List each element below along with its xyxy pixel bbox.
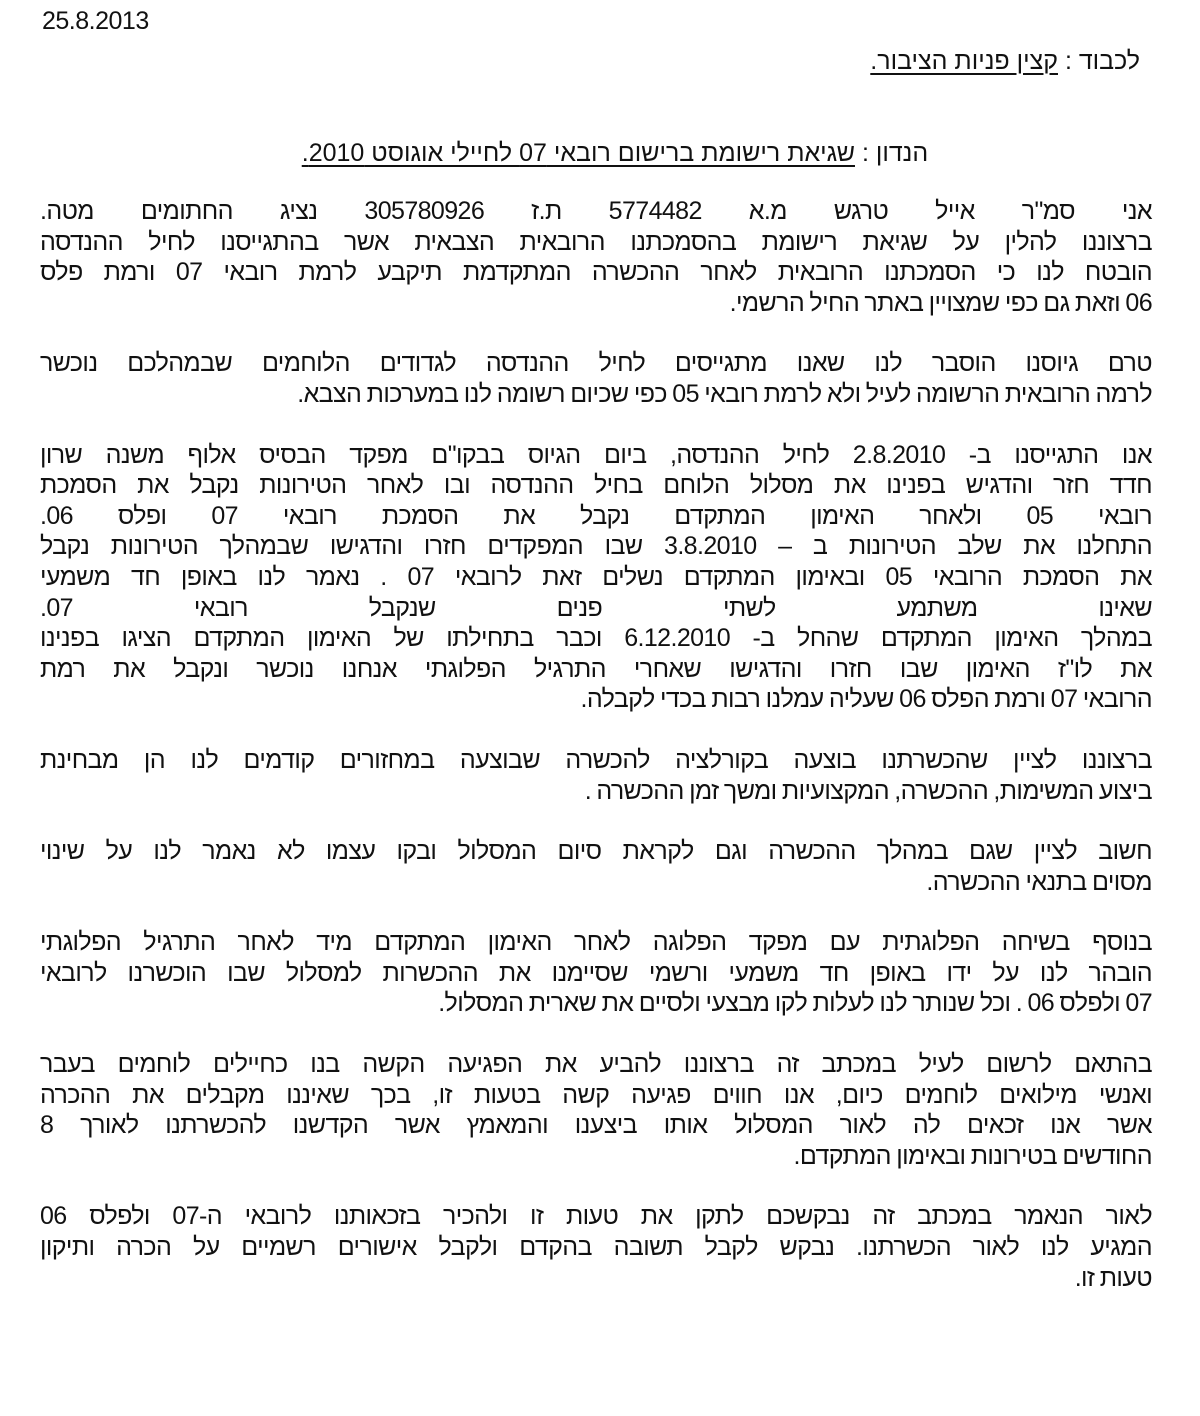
recipient-name: קצין פניות הציבור. <box>870 47 1058 75</box>
recipient-line <box>870 46 1140 76</box>
text-line: ביצוע המשימות, ההכשרה, המקצועיות ומשך זמן ההכשרה . <box>584 776 1152 805</box>
paragraph <box>40 745 1152 806</box>
paragraph-gap <box>40 410 1152 440</box>
paragraph <box>40 348 1152 409</box>
text-line: 06 וזאת גם כפי שמצויין באתר החיל הרשמי. <box>729 288 1152 317</box>
paragraph <box>40 836 1152 897</box>
text-line: הובטח לנו כי הסמכתנו הרובאית לאחר ההכשרה המתקדמת תיקבע לרמת רובאי 07 ורמת פלס <box>40 258 1152 287</box>
text-line: טרם גיוסנו הוסבר לנו שאנו מתגייסים לחיל ההנדסה לגדודים הלוחמים שבמהלכם נוכשר <box>40 349 1152 378</box>
recipient-label: לכבוד : <box>1064 47 1140 75</box>
subject-text: שגיאת רישומת ברישום רובאי 07 לחיילי אוגוסט 2010. <box>301 139 855 167</box>
text-line: בהתאם לרשום לעיל במכתב זה ברצוננו להביע את הפגיעה הקשה בנו כחיילים לוחמים בעבר <box>40 1050 1152 1079</box>
text-line: חשוב לציין שגם במהלך ההכשרה וגם לקראת סיום המסלול ובקו עצמו לא נאמר לנו על שינוי <box>40 837 1152 866</box>
subject-line <box>0 138 1200 168</box>
paragraph <box>40 196 1152 318</box>
paragraph-gap <box>40 1171 1152 1201</box>
text-line: ברצוננו לציין שהכשרתנו בוצעה בקורלציה להכשרה שבוצעה במחזורים קודמים לנו הן מבחינת <box>40 745 1152 774</box>
text-line: הרובאי 07 ורמת הפלס 06 שעליה עמלנו רבות בכדי לקבלה. <box>580 685 1152 714</box>
paragraph-gap <box>40 806 1152 836</box>
text-line: מסוים בתנאי ההכשרה. <box>926 867 1152 896</box>
paragraph <box>40 1049 1152 1171</box>
paragraph-gap <box>40 897 1152 927</box>
text-line: במהלך האימון המתקדם שהחל ב- 6.12.2010 וכבר בתחילתו של האימון המתקדם הציגו בפנינו <box>40 624 1152 653</box>
paragraph <box>40 1201 1152 1293</box>
text-line: ברצוננו להלין על שגיאת רישומת בהסמכתנו הרובאית הצבאית אשר בהתגייסנו לחיל ההנדסה <box>40 227 1152 256</box>
letter-body <box>40 196 1152 1293</box>
letter-date: 25.8.2013 <box>42 7 149 35</box>
text-line: אני סמ"ר אייל טרגש מ.א 5774482 ת.ז 305780926 נציג החתומים מטה. <box>40 197 1152 225</box>
subject-label: הנדון : <box>861 139 929 167</box>
text-line: שאינו משתמע לשתי פנים שנקבל רובאי 07. <box>40 593 1152 622</box>
paragraph-gap <box>40 1019 1152 1049</box>
paragraph <box>40 440 1152 715</box>
paragraph-gap <box>40 715 1152 745</box>
text-line: חדד חזר והדגיש בפנינו את מסלול הלוחם בחיל ההנדסה ובו לאחר הטירונות נקבל את הסמכת <box>40 471 1152 500</box>
text-line: 07 ולפלס 06 . וכל שנותר לנו לעלות לקו מבצעי ולסיים את שארית המסלול. <box>438 989 1152 1018</box>
text-line: המגיע לנו לאור הכשרתנו. נבקש לקבל תשובה בהקדם ולקבל אישורים רשמיים על הכרה ותיקון <box>40 1233 1152 1262</box>
paragraph <box>40 927 1152 1019</box>
text-line: ואנשי מילואים לוחמים כיום, אנו חווים פגיעה קשה בטעות זו, בכך שאיננו מקבלים את ההכרה <box>40 1080 1152 1109</box>
text-line: בנוסף בשיחה הפלוגתית עם מפקד הפלוגה לאחר האימון המתקדם מיד לאחר התרגיל הפלוגתי <box>40 928 1152 957</box>
paragraph-gap <box>40 318 1152 348</box>
text-line: את לו"ז האימון שבו חזרו והדגישו שאחרי התרגיל הפלוגתי אנחנו נוכשר ונקבל את רמת <box>40 654 1152 683</box>
text-line: הובהר לנו על ידו באופן חד משמעי ורשמי שסיימנו את ההכשרות למסלול שבו הוכשרנו לרובאי <box>40 958 1152 987</box>
text-line: התחלנו את שלב הטירונות ב – 3.8.2010 שבו המפקדים חזרו והדגישו שבמהלך הטירונות נקבל <box>40 532 1152 561</box>
text-line: טעות זו. <box>1074 1263 1152 1292</box>
text-line: את הסמכת הרובאי 05 ובאימון המתקדם נשלים זאת לרובאי 07 . נאמר לנו באופן חד משמעי <box>40 562 1152 591</box>
text-line: לאור הנאמר במכתב זה נבקשכם לתקן את טעות זו ולהכיר בזכאותנו לרובאי ה-07 ולפלס 06 <box>40 1202 1152 1231</box>
text-line: לרמה הרובאית הרשומה לעיל ולא לרמת רובאי 05 כפי שכיום רשומה לנו במערכות הצבא. <box>297 379 1152 408</box>
text-line: אשר אנו זכאים לה לאור המסלול אותו ביצענו והמאמץ אשר הקדשנו להכשרתנו לאורך 8 <box>40 1111 1152 1140</box>
text-line: החודשים בטירונות ובאימון המתקדם. <box>793 1141 1152 1170</box>
text-line: רובאי 05 ולאחר האימון המתקדם נקבל את הסמכת רובאי 07 ופלס 06. <box>40 501 1152 530</box>
text-line: אנו התגייסנו ב- 2.8.2010 לחיל ההנדסה, ביום הגיוס בבקו"ם מפקד הבסיס אלוף משנה שרון <box>40 440 1152 469</box>
